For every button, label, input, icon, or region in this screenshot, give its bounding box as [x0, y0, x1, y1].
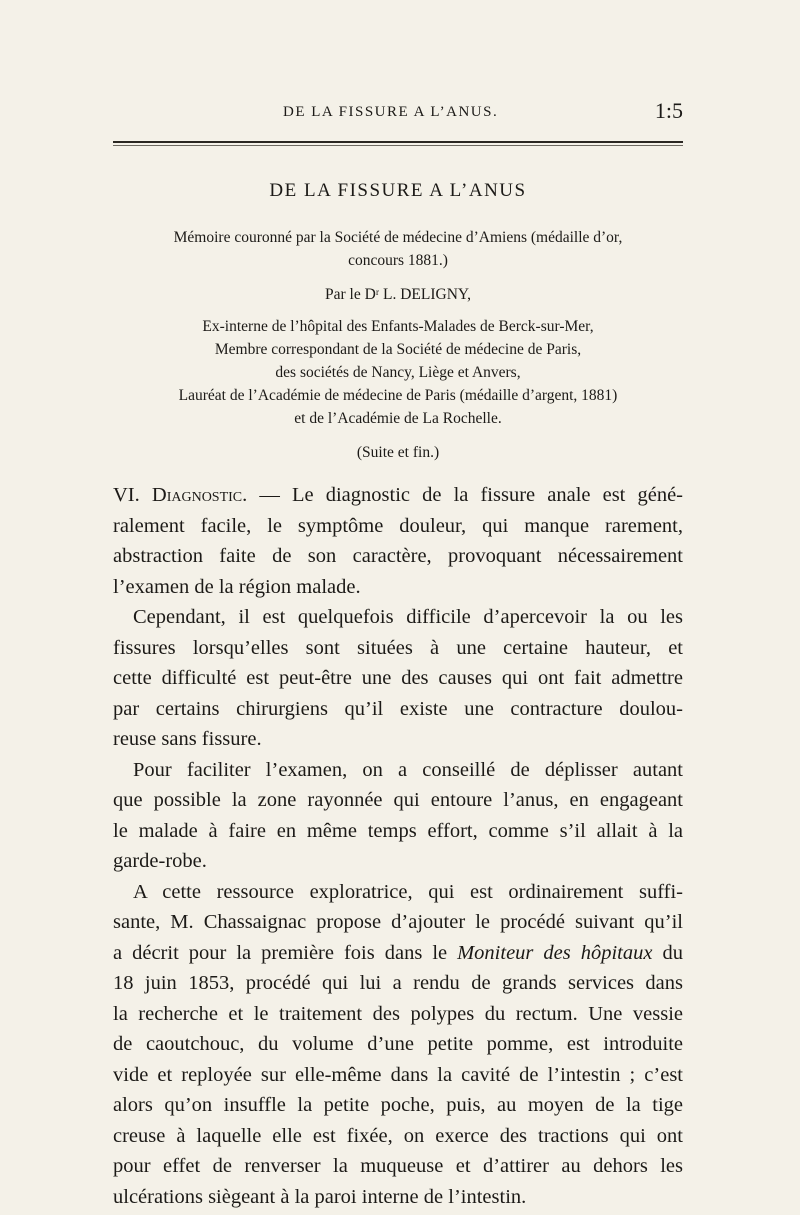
- credential-line: et de l’Académie de La Rochelle.: [294, 410, 502, 427]
- body-text: [113, 480, 683, 1212]
- body-line: a décrit pour la première fois dans le Moniteur des hôpitaux du: [113, 941, 683, 964]
- body-line: ralement facile, le symptôme douleur, qui manque rarement,: [113, 514, 683, 537]
- body-line: pour effet de renverser la muqueuse et d’attirer au dehors les: [113, 1155, 683, 1177]
- section-number: VI.: [113, 484, 140, 506]
- body-line: l’examen de la région malade.: [113, 575, 361, 598]
- body-line: sante, M. Chassaignac propose d’ajouter le procédé suivant qu’il: [113, 911, 683, 933]
- running-title: DE LA FISSURE A L’ANUS.: [283, 104, 499, 120]
- body-line: 18 juin 1853, procédé qui lui a rendu de grands services dans: [113, 972, 683, 994]
- header-rule-thin: [113, 145, 683, 146]
- credential-line: Lauréat de l’Académie de médecine de Paris (médaille d’argent, 1881): [178, 387, 618, 404]
- body-line: alors qu’on insuffle la petite poche, puis, au moyen de la tige: [113, 1094, 683, 1116]
- body-line: par certains chirurgiens qu’il existe une contracture doulou-: [113, 697, 683, 720]
- journal-title: Moniteur des hôpitaux: [457, 941, 653, 964]
- body-line: la recherche et le traitement des polypes du rectum. Une vessie: [113, 1002, 683, 1025]
- credential-line: des sociétés de Nancy, Liège et Anvers,: [275, 364, 521, 381]
- body-line: VI. Diagnostic. — Le diagnostic de la fissure anale est géné-: [113, 484, 684, 506]
- section-heading: Diagnostic.: [151, 484, 248, 506]
- body-line: garde-robe.: [113, 850, 207, 872]
- body-line: vide et reployée sur elle-même dans la cavité de l’intestin ; c’est: [113, 1063, 683, 1086]
- body-line: cette difficulté est peut-être une des causes qui ont fait admettre: [113, 667, 683, 689]
- page-number: 1:5: [654, 98, 683, 123]
- body-line: abstraction faite de son caractère, provoquant nécessairement: [113, 545, 683, 567]
- memoire-line-1: Mémoire couronné par la Société de médecine d’Amiens (médaille d’or,: [173, 229, 623, 246]
- body-line: reuse sans fissure.: [113, 728, 262, 750]
- body-line: creuse à laquelle elle est fixée, on exerce des tractions qui ont: [113, 1124, 683, 1147]
- header-rule: [113, 141, 683, 143]
- body-line: A cette ressource exploratrice, qui est ordinairement suffi-: [133, 880, 683, 903]
- body-line: le malade à faire en même temps effort, comme s’il allait à la: [113, 819, 683, 842]
- body-line: ulcérations siègeant à la paroi interne de l’intestin.: [113, 1185, 527, 1208]
- running-head: [113, 100, 683, 130]
- body-line: fissures lorsqu’elles sont situées à une certaine hauteur, et: [113, 636, 683, 659]
- continuation-note: (Suite et fin.): [356, 444, 440, 461]
- body-line: de caoutchouc, du volume d’une petite pomme, est introduite: [113, 1033, 683, 1055]
- memoire-line-2: concours 1881.): [348, 252, 448, 269]
- credential-line: Ex-interne de l’hôpital des Enfants-Malades de Berck-sur-Mer,: [202, 318, 594, 335]
- body-line: Cependant, il est quelquefois difficile d’apercevoir la ou les: [133, 606, 683, 628]
- author-line: Par le Dʳ L. DELIGNY,: [324, 286, 471, 303]
- body-line: Pour faciliter l’examen, on a conseillé de déplisser autant: [133, 758, 683, 781]
- body-line: que possible la zone rayonnée qui entoure l’anus, en engageant: [113, 789, 683, 811]
- credential-line: Membre correspondant de la Société de médecine de Paris,: [214, 341, 582, 358]
- article-title: DE LA FISSURE A L’ANUS: [269, 180, 527, 201]
